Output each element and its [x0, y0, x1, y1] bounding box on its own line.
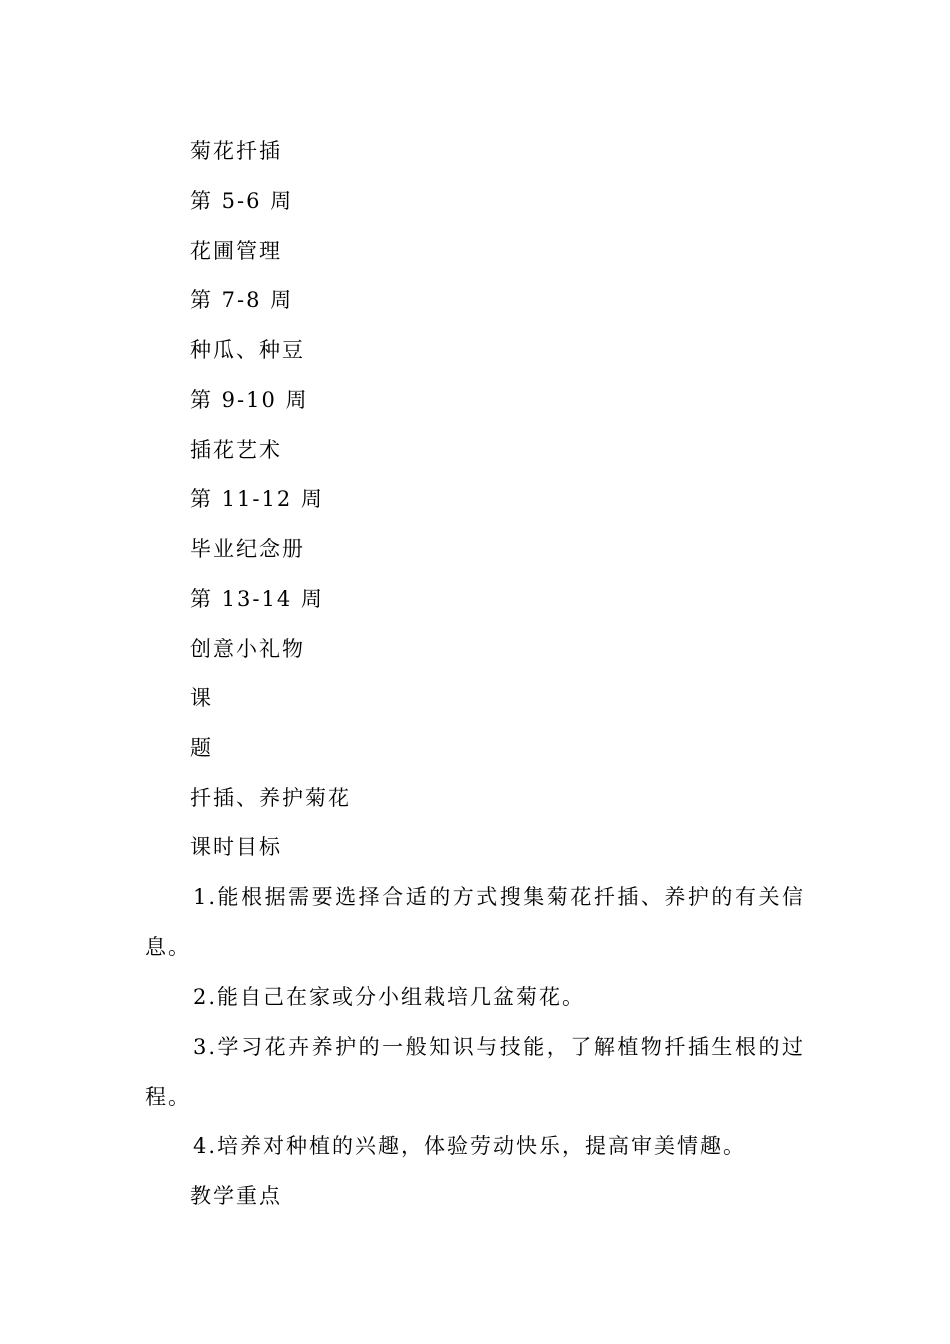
objective-item: 1.能根据需要选择合适的方式搜集菊花扦插、养护的有关信息。 [145, 885, 805, 959]
text-line: 第 5-6 周 [190, 189, 294, 213]
text-line: 种瓜、种豆 [190, 338, 305, 362]
text-line: 菊花扦插 [190, 139, 282, 163]
text-line: 第 7-8 周 [190, 288, 294, 312]
text-line: 扦插、养护菊花 [190, 786, 351, 810]
text-line: 课 [190, 686, 213, 710]
section-heading: 教学重点 [190, 1184, 282, 1208]
text-line: 第 11-12 周 [190, 487, 324, 511]
text-line: 创意小礼物 [190, 637, 305, 661]
section-heading: 课时目标 [190, 835, 282, 859]
objective-item: 4.培养对种植的兴趣，体验劳动快乐，提高审美情趣。 [193, 1134, 747, 1158]
objective-item: 2.能自己在家或分小组栽培几盆菊花。 [193, 985, 586, 1009]
text-line: 题 [190, 736, 213, 760]
text-line: 第 13-14 周 [190, 587, 324, 611]
text-line: 第 9-10 周 [190, 388, 309, 412]
text-line: 毕业纪念册 [190, 537, 305, 561]
text-line: 花圃管理 [190, 239, 282, 263]
objective-item: 3.学习花卉养护的一般知识与技能，了解植物扦插生根的过程。 [145, 1035, 805, 1109]
text-line: 插花艺术 [190, 438, 282, 462]
